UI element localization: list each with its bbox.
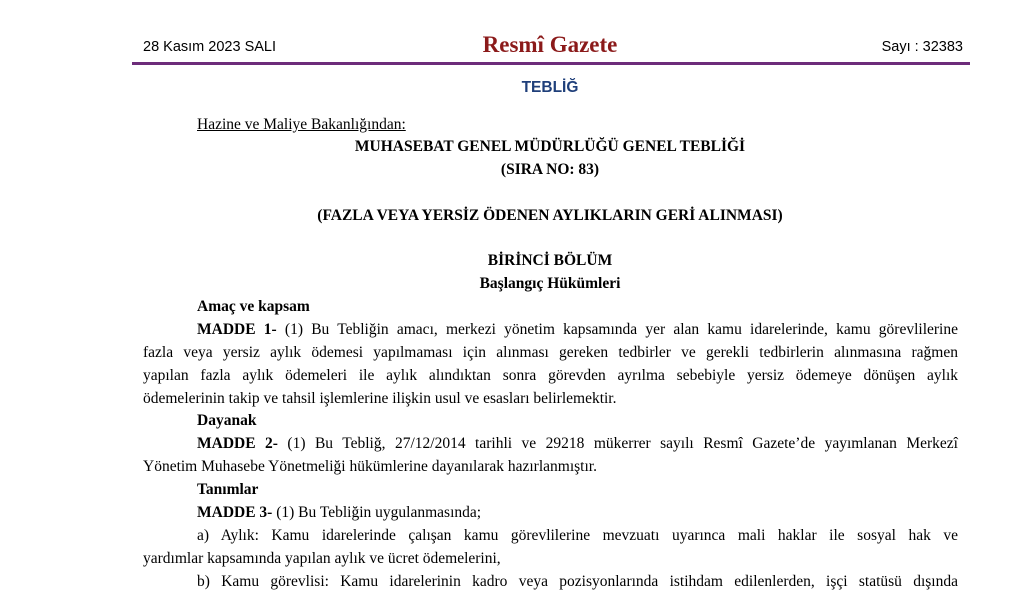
definition-a-line-2: yardımlar kapsamında yapılan aylık ve ücret ödemelerini, [143,550,501,567]
article-1-heading: Amaç ve kapsam [197,298,310,315]
communique-title: MUHASEBAT GENEL MÜDÜRLÜĞÜ GENEL TEBLİĞİ [354,138,746,155]
part-title: Başlangıç Hükümleri [479,275,621,292]
part-heading: BİRİNCİ BÖLÜM [487,252,613,269]
article-2-line-2: Yönetim Muhasebe Yönetmeliği hükümlerine dayanılarak hazırlanmıştır. [143,458,597,475]
definition-b-line-1: b) Kamu görevlisi: Kamu idarelerinin kadro veya pozisyonlarında istihdam edilenlerden, işçi statüsü dışında [197,573,958,590]
gazette-title: Resmî Gazete [482,32,618,57]
article-3-line-1 [197,504,481,522]
sira-number: (SIRA NO: 83) [500,161,600,178]
article-3-text: (1) Bu Tebliğin uygulanmasında; [272,504,482,521]
article-3-label: MADDE 3- [197,504,273,521]
article-1-line-4: ödemelerinin takip ve tahsil işlemlerine ilişkin usul ve esasları belirlemektir. [143,390,617,407]
article-1-line-2: fazla veya yersiz aylık ödemesi yapılmaması için alınması gereken tedbirler ve gerekli tedbirlerin alınmasına rağmen [143,344,958,361]
ministry-line: Hazine ve Maliye Bakanlığından: [197,116,406,133]
header-rule [132,62,970,65]
article-2-label: MADDE 2- [197,435,278,452]
header-issue-number: Sayı : 32383 [881,39,963,55]
article-2-heading: Dayanak [197,412,257,429]
communique-subject: (FAZLA VEYA YERSİZ ÖDENEN AYLIKLARIN GERİ ALINMASI) [317,207,783,224]
article-2-line-1 [197,435,958,453]
header-date: 28 Kasım 2023 SALI [143,39,276,55]
article-1-text: (1) Bu Tebliğin amacı, merkezi yönetim kapsamında yer alan kamu idarelerinde, kamu görevlilerine [276,321,958,338]
article-1-label: MADDE 1- [197,321,277,338]
article-2-text: (1) Bu Tebliğ, 27/12/2014 tarihli ve 29218 mükerrer sayılı Resmî Gazete’de yayımlanan Merkezî [277,435,958,452]
definition-a-line-1: a) Aylık: Kamu idarelerinde çalışan kamu görevlilerine mevzuatı uyarınca mali haklar ile sosyal hak ve [197,527,958,544]
article-3-heading: Tanımlar [197,481,259,498]
article-1-line-1 [197,321,958,339]
section-heading: TEBLİĞ [521,79,579,96]
article-1-line-3: yapılan fazla aylık ödemeleri ile aylık alındıktan sonra görevden ayrılma sebebiyle yersiz ödemeye dönüşen aylık [143,367,958,384]
